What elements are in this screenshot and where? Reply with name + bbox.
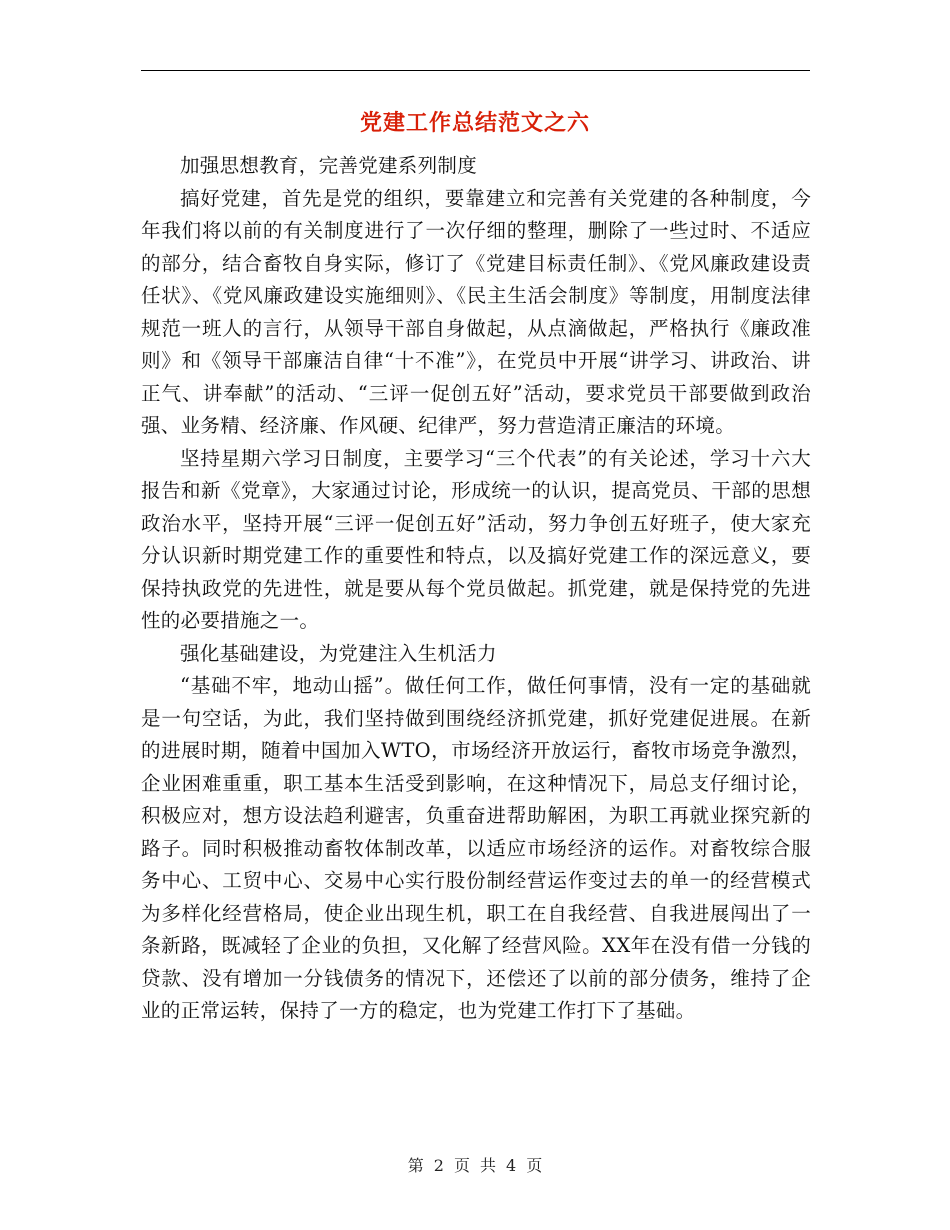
paragraph-study-day: 坚持星期六学习日制度，主要学习“三个代表”的有关论述，学习十六大报告和新《党章》，大家通过讨论，形成统一的认识，提高党员、干部的思想政治水平，坚持开展“三评一促创五好”活动，努力争创五好班子，使大家充分认识新时期党建工作的重要性和特点，以及搞好党建工作的深远意义，要保持执政党的先进性，就是要从每个党员做起。抓党建，就是保持党的先进性的必要措施之一。 [141,446,811,632]
paragraph-system-building: 搞好党建，首先是党的组织，要靠建立和完善有关党建的各种制度，今年我们将以前的有关制度进行了一次仔细的整理，删除了一些过时、不适应的部分，结合畜牧自身实际，修订了《党建目标责任制》、《党风廉政建设责任状》、《党风廉政建设实施细则》、《民主生活会制度》等制度，用制度法律规范一班人的言行，从领导干部自身做起，从点滴做起，严格执行《廉政准则》和《领导干部廉洁自律“十不准”》，在党员中开展“讲学习、讲政治、讲正气、讲奉献”的活动、“三评一促创五好”活动，要求党员干部要做到政治强、业务精、经济廉、作风硬、纪律严，努力营造清正廉洁的环境。 [141,186,811,437]
document-title: 党建工作总结范文之六 [359,111,590,136]
section-heading-education: 加强思想教育，完善党建系列制度 [180,154,478,177]
header-rule [141,70,810,71]
footer-current-page: 2 [433,1156,444,1175]
paragraph-foundation: “基础不牢，地动山摇”。做任何工作，做任何事情，没有一定的基础就是一句空话，为此，我们坚持做到围绕经济抓党建，抓好党建促进展。在新的进展时期，随着中国加入WTO，市场经济开放运行，畜牧市场竞争激烈，企业困难重重，职工基本生活受到影响，在这种情况下，局总支仔细讨论，积极应对，想方设法趋利避害，负重奋进帮助解困，为职工再就业探究新的路子。同时积极推动畜牧体制改革，以适应市场经济的运作。对畜牧综合服务中心、工贸中心、交易中心实行股份制经营运作变过去的单一的经营模式为多样化经营格局，使企业出现生机，职工在自我经营、自我进展闯出了一条新路，既减轻了企业的负担，又化解了经营风险。XX年在没有借一分钱的贷款、没有增加一分钱债务的情况下，还偿还了以前的部分债务，维持了企业的正常运转，保持了一方的稳定，也为党建工作打下了基础。 [141,674,811,1022]
page-footer [0,1154,950,1178]
footer-prefix: 第 [407,1156,424,1175]
section-heading-foundation: 强化基础建设，为党建注入生机活力 [180,641,497,665]
footer-page-word: 页 [453,1156,470,1175]
document-body [141,150,811,1028]
footer-total-pages: 4 [506,1156,517,1175]
footer-total-word: 共 [480,1156,497,1175]
footer-suffix: 页 [526,1156,543,1175]
